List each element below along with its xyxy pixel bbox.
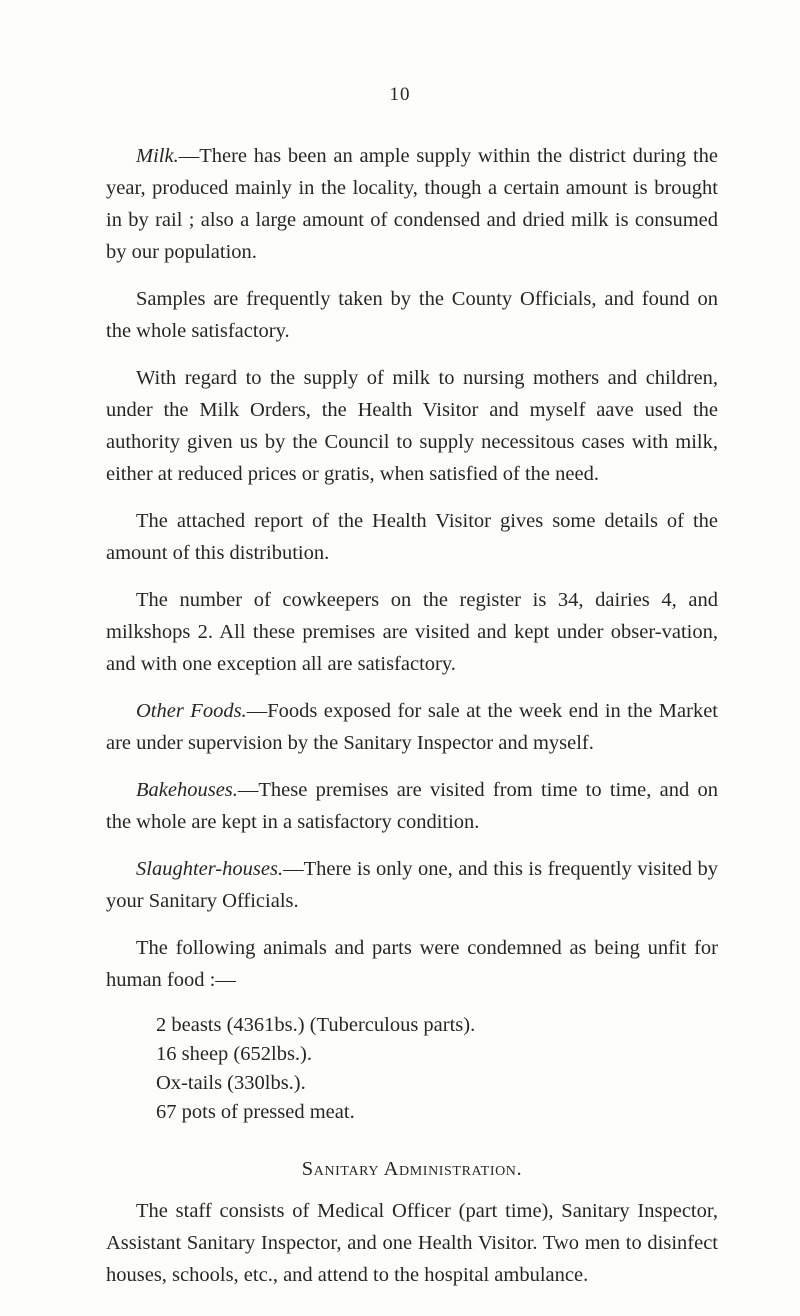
- paragraph-samples: [106, 283, 718, 347]
- paragraph-text: The attached report of the Health Visitor gives some details of the amount of this distribution.: [106, 510, 718, 564]
- list-item: 67 pots of pressed meat.: [156, 1101, 355, 1123]
- list-item: 2 beasts (4361bs.) (Tuberculous parts).: [156, 1014, 476, 1036]
- section-heading: Sanitary Administration.: [301, 1158, 523, 1180]
- paragraph-text: The following animals and parts were condemned as being unfit for human food :—: [106, 937, 718, 991]
- paragraph-milk-orders: [106, 362, 718, 490]
- condemned-list: [106, 1011, 718, 1127]
- paragraph-milk: [106, 140, 718, 268]
- paragraph-text: The staff consists of Medical Officer (part time), Sanitary Inspector, Assistant Sanitary Inspector, and one Health Visitor. Two men to disinfect houses, schools, etc., and attend to the hospital ambulance.: [106, 1200, 718, 1286]
- paragraph-text: Samples are frequently taken by the County Officials, and found on the whole satisfactory.: [106, 288, 718, 342]
- paragraph-lead: Bakehouses.: [136, 779, 238, 801]
- paragraph-slaughter-houses: [106, 853, 718, 917]
- paragraph-text: —There is only one, and this is frequently visited by your Sanitary Officials.: [106, 858, 718, 912]
- paragraph-text: —These premises are visited from time to time, and on the whole are kept in a satisfactory condition.: [106, 779, 718, 833]
- paragraph-text: —There has been an ample supply within the district during the year, produced mainly in the locality, though a certain amount is brought in by rail ; also a large amount of condensed and dried milk is consumed by our population.: [106, 145, 718, 263]
- paragraph-staff: [106, 1195, 718, 1291]
- paragraph-text: —Foods exposed for sale at the week end in the Market are under supervision by the Sanitary Inspector and myself.: [106, 700, 718, 754]
- paragraph-lead: Other Foods.: [136, 700, 247, 722]
- paragraph-lead: Slaughter-houses.: [136, 858, 284, 880]
- paragraph-health-visitor-report: [106, 505, 718, 569]
- paragraph-lead: Milk.: [136, 145, 179, 167]
- page-number: 10: [389, 84, 411, 105]
- paragraph-other-foods: [106, 695, 718, 759]
- paragraph-text: With regard to the supply of milk to nursing mothers and children, under the Milk Orders, the Health Visitor and myself aave used the authority given us by the Council to supply necessitous cases with milk, either at reduced prices or gratis, when satisfied of the need.: [106, 367, 718, 485]
- paragraph-cowkeepers: [106, 584, 718, 680]
- paragraph-text: The number of cowkeepers on the register is 34, dairies 4, and milkshops 2. All these premises are visited and kept under obser-vation, and with one exception all are satisfactory.: [106, 589, 718, 675]
- paragraph-condemned-intro: [106, 932, 718, 996]
- paragraph-bakehouses: [106, 774, 718, 838]
- list-item: 16 sheep (652lbs.).: [156, 1043, 313, 1065]
- body-text: [106, 140, 718, 1306]
- list-item: Ox-tails (330lbs.).: [156, 1072, 306, 1094]
